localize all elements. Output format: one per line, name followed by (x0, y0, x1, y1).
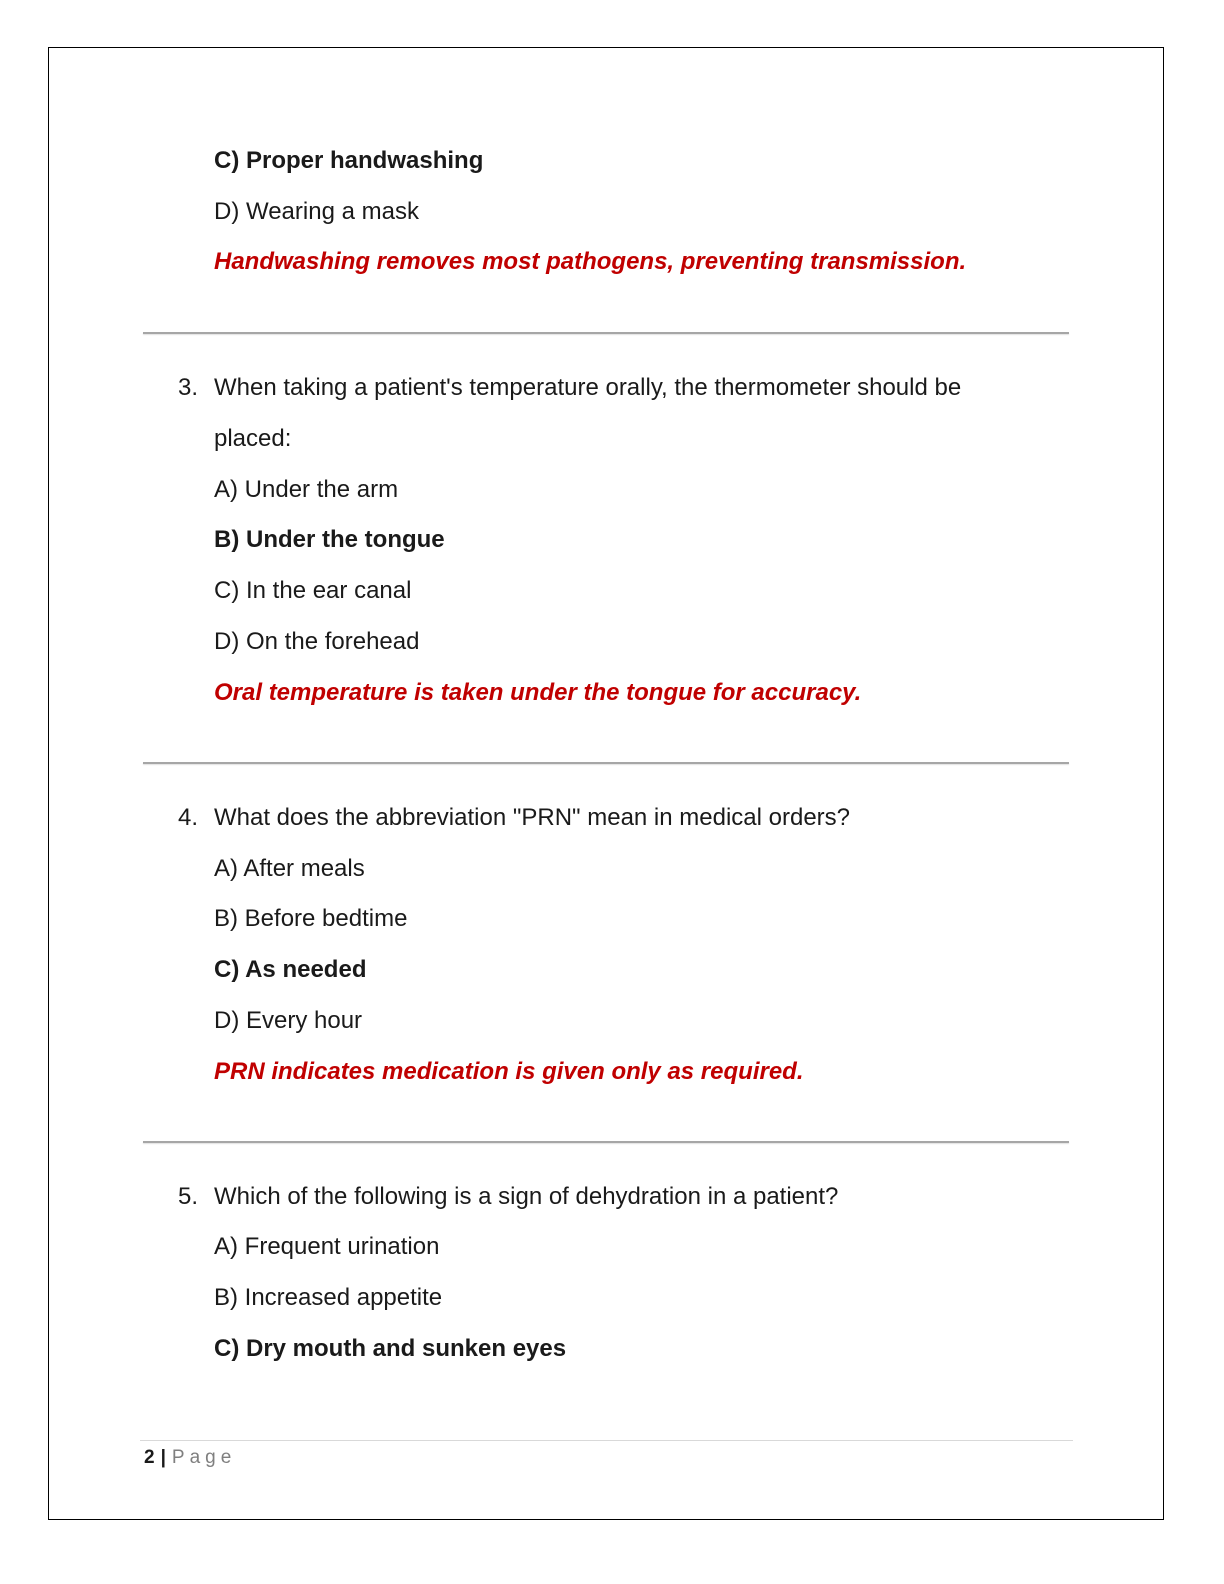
page-label: Page (171, 1447, 237, 1468)
q5-option-a: A) Frequent urination (214, 1233, 440, 1260)
q4-option-a: A) After meals (214, 855, 365, 882)
q5-number: 5. (178, 1183, 199, 1210)
page-number: 2 (144, 1447, 155, 1468)
q4-explanation: PRN indicates medication is given only as required. (214, 1058, 804, 1085)
q2-explanation: Handwashing removes most pathogens, preventing transmission. (214, 248, 967, 275)
q3-explanation: Oral temperature is taken under the tongue for accuracy. (214, 679, 862, 706)
q3-option-b-correct: B) Under the tongue (214, 526, 445, 553)
q2-option-c-correct: C) Proper handwashing (214, 147, 484, 174)
q4-option-b: B) Before bedtime (214, 905, 408, 932)
q4-question: What does the abbreviation "PRN" mean in medical orders? (214, 804, 851, 831)
footer-separator: | (160, 1447, 166, 1468)
divider-3 (143, 1141, 1069, 1143)
q4-option-d: D) Every hour (214, 1007, 363, 1034)
q3-number: 3. (178, 374, 199, 401)
q3-question-line1: When taking a patient's temperature orally, the thermometer should be (214, 374, 962, 401)
q5-option-c-correct: C) Dry mouth and sunken eyes (214, 1335, 567, 1362)
q3-option-a: A) Under the arm (214, 476, 399, 503)
q4-option-c-correct: C) As needed (214, 956, 367, 983)
q3-question-line2: placed: (214, 425, 292, 452)
divider-1 (143, 332, 1069, 334)
q3-option-c: C) In the ear canal (214, 577, 412, 604)
q3-option-d: D) On the forehead (214, 628, 420, 655)
q5-option-b: B) Increased appetite (214, 1284, 443, 1311)
q4-number: 4. (178, 804, 199, 831)
footer-rule (140, 1440, 1073, 1441)
q2-option-d: D) Wearing a mask (214, 198, 419, 225)
page-footer (144, 1446, 236, 1470)
q5-question: Which of the following is a sign of dehydration in a patient? (214, 1183, 839, 1210)
divider-2 (143, 762, 1069, 764)
